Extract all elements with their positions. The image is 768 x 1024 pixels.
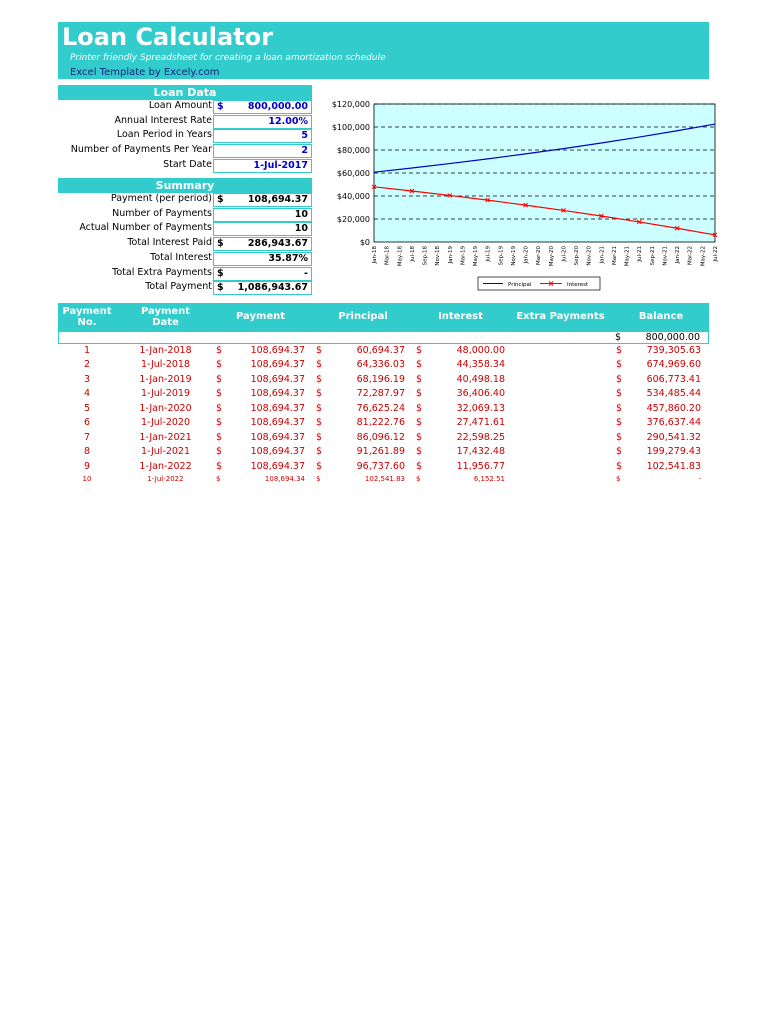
loan_data-label: Number of Payments Per Year <box>70 144 212 156</box>
summary-value: 108,694.37 <box>247 194 308 205</box>
x-tick-label: Sep-21 <box>649 246 656 266</box>
cell-cur: $ <box>616 388 623 400</box>
cell-payment: 108,694.37 <box>250 460 305 472</box>
table-row <box>58 446 709 460</box>
cell-balance: 376,637.44 <box>646 417 701 429</box>
summary-label: Actual Number of Payments <box>79 222 212 234</box>
summary-row <box>58 222 312 236</box>
cell-cur: $ <box>416 417 423 429</box>
cell-balance: 606,773.41 <box>646 373 701 385</box>
y-tick-label: $80,000 <box>336 146 370 155</box>
schedule-header <box>58 303 709 331</box>
cell-cur: $ <box>616 359 623 371</box>
x-tick-label: Mar-19 <box>460 246 467 266</box>
cell-cur: $ <box>416 373 423 385</box>
cell-cur: $ <box>416 460 423 472</box>
summary-value: 1,086,943.67 <box>237 282 308 294</box>
cell-principal: 96,737.60 <box>356 460 405 472</box>
summary-row <box>58 252 312 266</box>
summary-value-field <box>213 252 312 266</box>
cell-principal: 76,625.24 <box>356 402 405 414</box>
col-interest: Interest <box>438 311 483 322</box>
cell-interest: 17,432.48 <box>456 446 505 458</box>
cell-no: 2 <box>83 359 91 371</box>
col-extra-payments: Extra Payments <box>516 311 605 322</box>
cell-cur: $ <box>616 475 621 484</box>
cell-principal: 81,222.76 <box>356 417 405 429</box>
cell-payment: 108,694.37 <box>250 417 305 429</box>
legend-interest-label: Interest <box>567 282 589 288</box>
loan_data-value: 5 <box>301 130 308 142</box>
cell-cur: $ <box>216 446 223 458</box>
page-subtitle: Printer friendly Spreadsheet for creating a loan amortization schedule <box>70 53 386 63</box>
col-payment-date: Payment Date <box>140 306 191 328</box>
cell-date: 1-Jan-2020 <box>139 402 192 414</box>
cell-principal: 72,287.97 <box>356 388 405 400</box>
cell-cur: $ <box>316 446 323 458</box>
x-tick-label: Jan-19 <box>447 246 454 264</box>
cell-cur: $ <box>416 359 423 371</box>
opening-cur: $ <box>615 332 622 343</box>
loan_data-label: Loan Amount <box>148 100 212 111</box>
cell-cur: $ <box>216 359 223 371</box>
cell-no: 5 <box>83 402 91 414</box>
summary-label: Number of Payments <box>112 207 212 219</box>
x-tick-label: Jan-20 <box>523 246 530 264</box>
cell-principal: 86,096.12 <box>356 431 405 443</box>
summary-label: Total Interest <box>150 251 212 263</box>
x-tick-label: Sep-18 <box>422 246 429 266</box>
cell-balance: 199,279.43 <box>646 446 701 458</box>
cell-interest: 48,000.00 <box>456 345 505 356</box>
cell-payment: 108,694.37 <box>250 431 305 443</box>
cell-cur: $ <box>316 388 323 400</box>
loan_data-row <box>58 115 312 129</box>
cell-balance: 290,541.32 <box>646 431 701 443</box>
cell-interest: 11,956.77 <box>456 460 505 472</box>
x-tick-label: Nov-19 <box>510 246 517 266</box>
cell-payment: 108,694.37 <box>250 388 305 400</box>
cell-payment: 108,694.37 <box>250 402 305 414</box>
x-tick-label: Jul-22 <box>713 246 719 262</box>
summary-row <box>58 208 312 222</box>
cell-cur: $ <box>316 359 323 371</box>
cell-cur: $ <box>216 417 223 429</box>
x-tick-label: Jul-18 <box>409 246 416 262</box>
loan_data-value: 800,000.00 <box>247 101 308 112</box>
table-row <box>58 461 709 475</box>
loan_data-value: 12.00% <box>268 115 308 127</box>
x-tick-label: Jul-20 <box>561 246 568 262</box>
x-tick-label: Nov-21 <box>662 246 669 266</box>
x-tick-label: May-21 <box>624 246 631 267</box>
cell-cur: $ <box>416 446 423 458</box>
cell-date: 1-Jul-2019 <box>140 388 191 400</box>
x-tick-label: Mar-20 <box>536 246 543 266</box>
x-tick-label: Nov-20 <box>586 246 593 266</box>
loan_data-row <box>58 159 312 173</box>
col-balance: Balance <box>638 311 684 322</box>
cell-interest: 22,598.25 <box>456 431 505 443</box>
cell-cur: $ <box>416 388 423 400</box>
cell-balance: 457,860.20 <box>646 402 701 414</box>
cell-cur: $ <box>416 475 421 484</box>
x-tick-label: Mar-21 <box>611 246 618 266</box>
x-tick-label: May-18 <box>397 246 404 267</box>
summary-label: Payment (per period) <box>110 193 212 204</box>
table-row <box>58 417 709 431</box>
summary-value: 35.87% <box>268 252 308 264</box>
y-tick-label: $120,000 <box>331 100 370 109</box>
cell-date: 1-Jul-2018 <box>140 359 191 371</box>
summary-row <box>58 237 312 251</box>
cell-cur: $ <box>316 402 323 414</box>
cell-cur: $ <box>416 345 423 356</box>
col-principal: Principal <box>338 311 388 322</box>
loan_data-value: 2 <box>301 145 308 157</box>
cell-no: 9 <box>83 460 91 472</box>
cell-cur: $ <box>316 475 321 484</box>
amortization-chart <box>318 96 718 296</box>
cell-balance: 674,969.60 <box>646 359 701 371</box>
table-row <box>58 345 709 359</box>
table-row <box>58 403 709 417</box>
cell-no: 6 <box>83 417 91 429</box>
summary-value-field <box>213 222 312 236</box>
cell-cur: $ <box>316 460 323 472</box>
cell-cur: $ <box>216 345 223 356</box>
cell-payment: 108,694.37 <box>250 446 305 458</box>
cell-cur: $ <box>316 345 323 356</box>
loan_data-row <box>58 100 312 114</box>
header-banner <box>58 22 709 79</box>
cell-cur: $ <box>316 431 323 443</box>
summary-row <box>58 281 312 295</box>
x-tick-label: Jan-21 <box>599 246 606 264</box>
page-title: Loan Calculator <box>62 23 273 51</box>
cell-date: 1-Jan-2018 <box>139 345 192 356</box>
cell-cur: $ <box>416 431 423 443</box>
currency-sign: $ <box>217 238 224 250</box>
summary-value-field <box>213 208 312 222</box>
x-tick-label: May-22 <box>700 246 707 267</box>
template-link[interactable]: Excel Template by Excely.com <box>70 67 220 78</box>
cell-interest: 36,406.40 <box>456 388 505 400</box>
cell-date: 1-Jan-2021 <box>139 431 192 443</box>
cell-cur: $ <box>216 402 223 414</box>
cell-principal: 68,196.19 <box>356 373 405 385</box>
cell-cur: $ <box>216 475 221 484</box>
cell-payment: 108,694.34 <box>264 475 305 484</box>
cell-date: 1-Jul-2022 <box>147 475 184 484</box>
x-tick-label: Jan-22 <box>675 246 682 264</box>
cell-principal: 60,694.37 <box>356 345 405 356</box>
currency-sign: $ <box>217 282 224 294</box>
col-payment: Payment <box>235 311 286 322</box>
cell-cur: $ <box>216 388 223 400</box>
summary-label: Total Payment <box>145 281 212 293</box>
loan_data-value-field[interactable] <box>213 100 312 114</box>
cell-cur: $ <box>316 373 323 385</box>
cell-cur: $ <box>616 460 623 472</box>
x-tick-label: Jan-18 <box>372 246 378 264</box>
cell-no: 8 <box>83 446 91 458</box>
summary-row <box>58 267 312 281</box>
cell-no: 1 <box>83 345 91 356</box>
cell-interest: 44,358.34 <box>456 359 505 371</box>
x-tick-label: Mar-18 <box>384 246 391 266</box>
cell-balance: - <box>698 475 701 484</box>
loan_data-value-field[interactable] <box>213 115 312 129</box>
cell-cur: $ <box>616 417 623 429</box>
cell-interest: 40,498.18 <box>456 373 505 385</box>
currency-sign: $ <box>217 101 224 112</box>
cell-payment: 108,694.37 <box>250 359 305 371</box>
summary-value-field <box>213 267 312 281</box>
x-tick-label: Jul-19 <box>485 246 492 262</box>
summary-label: Total Extra Payments <box>112 266 212 278</box>
cell-balance: 739,305.63 <box>646 345 701 356</box>
y-tick-label: $100,000 <box>331 123 370 132</box>
currency-sign: $ <box>217 194 224 205</box>
cell-date: 1-Jul-2021 <box>140 446 191 458</box>
x-tick-label: Nov-18 <box>435 246 442 266</box>
summary-label: Total Interest Paid <box>127 237 212 249</box>
x-tick-label: May-20 <box>548 246 555 267</box>
x-tick-label: May-19 <box>473 246 480 267</box>
table-row <box>58 432 709 446</box>
cell-principal: 64,336.03 <box>356 359 405 371</box>
cell-date: 1-Jul-2020 <box>140 417 191 429</box>
cell-balance: 102,541.83 <box>646 460 701 472</box>
cell-principal: 102,541.83 <box>364 475 405 484</box>
cell-cur: $ <box>616 431 623 443</box>
loan_data-value-field[interactable] <box>213 144 312 158</box>
summary-value-field <box>213 193 312 207</box>
loan_data-label: Loan Period in Years <box>116 129 212 141</box>
cell-payment: 108,694.37 <box>250 373 305 385</box>
col-payment-no: Payment No. <box>62 306 112 328</box>
table-row <box>58 374 709 388</box>
summary-heading: Summary <box>58 178 312 193</box>
cell-no: 10 <box>82 475 92 484</box>
cell-payment: 108,694.37 <box>250 345 305 356</box>
summary-value: - <box>304 267 308 279</box>
cell-cur: $ <box>316 417 323 429</box>
cell-cur: $ <box>616 345 623 356</box>
cell-cur: $ <box>416 402 423 414</box>
x-tick-label: Mar-22 <box>687 246 694 266</box>
x-tick-label: Jul-21 <box>637 246 644 262</box>
opening-balance: 800,000.00 <box>645 332 700 343</box>
y-tick-label: $40,000 <box>336 192 370 201</box>
x-tick-label: Sep-19 <box>498 246 505 266</box>
y-tick-label: $60,000 <box>336 169 370 178</box>
cell-no: 4 <box>83 388 91 400</box>
summary-value: 286,943.67 <box>247 238 308 250</box>
table-row <box>58 359 709 373</box>
loan_data-label: Start Date <box>163 158 212 170</box>
cell-cur: $ <box>216 431 223 443</box>
loan_data-row <box>58 144 312 158</box>
cell-cur: $ <box>216 460 223 472</box>
cell-date: 1-Jan-2019 <box>139 373 192 385</box>
cell-no: 7 <box>83 431 91 443</box>
loan_data-value-field[interactable] <box>213 159 312 173</box>
cell-cur: $ <box>616 402 623 414</box>
cell-no: 3 <box>83 373 91 385</box>
y-tick-label: $0 <box>359 238 370 247</box>
y-tick-label: $20,000 <box>336 215 370 224</box>
loan_data-label: Annual Interest Rate <box>114 114 212 126</box>
summary-value-field <box>213 281 312 295</box>
loan_data-value-field[interactable] <box>213 129 312 143</box>
summary-row <box>58 193 312 207</box>
cell-cur: $ <box>616 373 623 385</box>
loan_data-value: 1-Jul-2017 <box>253 159 308 171</box>
opening-balance-row <box>58 331 709 344</box>
cell-interest: 27,471.61 <box>456 417 505 429</box>
cell-interest: 6,152.51 <box>473 475 505 484</box>
cell-principal: 91,261.89 <box>356 446 405 458</box>
loan_data-row <box>58 129 312 143</box>
legend-principal-label: Principal <box>508 282 532 288</box>
cell-date: 1-Jan-2022 <box>139 460 192 472</box>
cell-interest: 32,069.13 <box>456 402 505 414</box>
loan-data-heading: Loan Data <box>58 85 312 100</box>
summary-value: 10 <box>294 223 308 235</box>
summary-value: 10 <box>294 208 308 220</box>
cell-cur: $ <box>216 373 223 385</box>
x-tick-label: Sep-20 <box>574 246 581 266</box>
table-row <box>58 475 709 489</box>
currency-sign: $ <box>217 267 224 279</box>
table-row <box>58 388 709 402</box>
summary-value-field <box>213 237 312 251</box>
cell-balance: 534,485.44 <box>646 388 701 400</box>
cell-cur: $ <box>616 446 623 458</box>
